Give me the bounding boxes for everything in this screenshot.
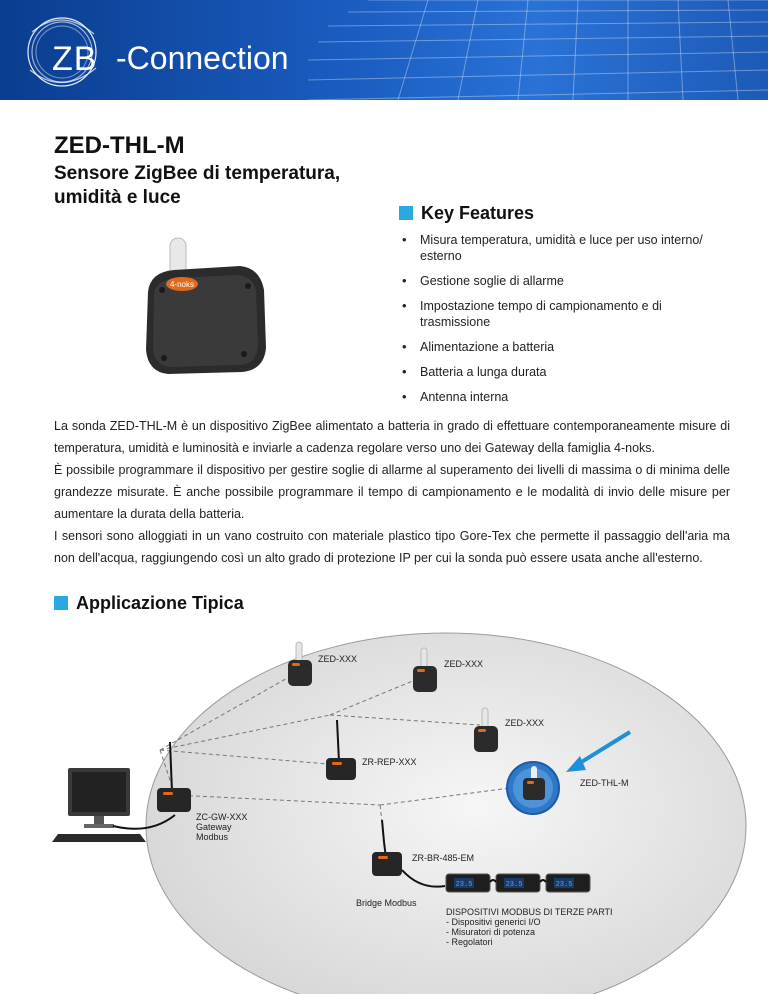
label-third-party-3: - Regolatori: [446, 937, 493, 947]
list-item: [400, 232, 730, 264]
meter-display-2: 23.5: [505, 881, 523, 889]
label-third-party-2: - Misuratori di potenza: [446, 927, 536, 937]
key-features-heading: [399, 203, 534, 224]
page-title: ZED-THL-M: [54, 132, 185, 159]
bullet-icon: •: [402, 339, 407, 354]
list-item: [400, 389, 730, 405]
label-zed-thl-m: ZED-THL-M: [580, 778, 629, 788]
feature-text: Gestione soglie di allarme: [420, 274, 564, 288]
description-paragraph: I sensori sono alloggiati in un vano costruito con materiale plastico tipo Gore-Tex che permette il passaggio dell'aria ma non dell'acqua, raggiungendo così un alto grado di protezione IP per cui la sonda può essere usata anche all'esterno.: [54, 529, 730, 565]
label-zed-1: ZED-XXX: [318, 654, 358, 664]
zed-thl-m-device: [507, 762, 559, 814]
label-third-party-title: DISPOSITIVI MODBUS DI TERZE PARTI: [446, 907, 613, 917]
label-gateway-line3: Modbus: [196, 832, 229, 842]
feature-text: Batteria a lunga durata: [420, 365, 547, 379]
feature-text: Misura temperatura, umidità e luce per uso interno/ esterno: [420, 233, 703, 263]
bullet-icon: •: [402, 232, 407, 247]
description-paragraph: È possibile programmare il dispositivo per gestire soglie di allarme al superamento dei livelli di massima o di minima delle grandezze misurate. È anche possibile programmare il tempo di campionamento e le modalità di invio delle misure per aumentare la durata della batteria.: [54, 463, 730, 521]
logo-zb-text: ZB: [52, 40, 98, 78]
network-diagram-graphic: [0, 620, 768, 994]
page-subtitle: Sensore ZigBee di temperatura, umidità e luce: [54, 163, 341, 208]
label-gateway: ZC-GW-XXX: [196, 812, 248, 822]
bullet-icon: •: [402, 273, 407, 288]
label-bridge-model: ZR-BR-485-EM: [412, 853, 475, 863]
label-zed-3: ZED-XXX: [505, 718, 545, 728]
label-gateway-line2: Gateway: [196, 822, 232, 832]
description-text: [54, 415, 730, 569]
meter-display-3: 23.5: [555, 881, 573, 889]
application-heading-text: Applicazione Tipica: [76, 593, 244, 613]
list-item: [400, 273, 730, 289]
key-features-list: [400, 232, 730, 414]
header-banner: [0, 0, 768, 100]
list-item: [400, 339, 730, 355]
application-heading: [54, 593, 244, 614]
feature-text: Alimentazione a batteria: [420, 340, 555, 354]
banner-grid-decoration: [248, 0, 768, 100]
feature-text: Antenna interna: [420, 390, 509, 404]
label-third-party-1: - Dispositivi generici I/O: [446, 917, 541, 927]
label-bridge: Bridge Modbus: [356, 898, 417, 908]
list-item: [400, 364, 730, 380]
network-diagram: [0, 620, 768, 994]
zed-device-1: [288, 642, 312, 686]
heading-square-icon: [54, 596, 68, 610]
brand-badge-text: 4-noks: [169, 280, 195, 289]
bullet-icon: •: [402, 298, 407, 313]
description-paragraph: La sonda ZED-THL-M è un dispositivo ZigBee alimentato a batteria in grado di effettuare contemporaneamente misure di temperatura, umidità e luminosità e inviarle a cadenza regolare verso uno dei Gateway della famiglia 4-noks.: [54, 419, 730, 455]
list-item: [400, 298, 730, 330]
product-image: [140, 230, 280, 380]
label-zed-2: ZED-XXX: [444, 659, 484, 669]
heading-square-icon: [399, 206, 413, 220]
bullet-icon: •: [402, 364, 407, 379]
label-repeater: ZR-REP-XXX: [362, 757, 417, 767]
meter-display-1: 23.5: [455, 881, 473, 889]
logo-connection-text: -Connection: [116, 40, 289, 76]
key-features-heading-text: Key Features: [421, 203, 535, 223]
feature-text: Impostazione tempo di campionamento e di trasmissione: [420, 299, 662, 329]
bullet-icon: •: [402, 389, 407, 404]
